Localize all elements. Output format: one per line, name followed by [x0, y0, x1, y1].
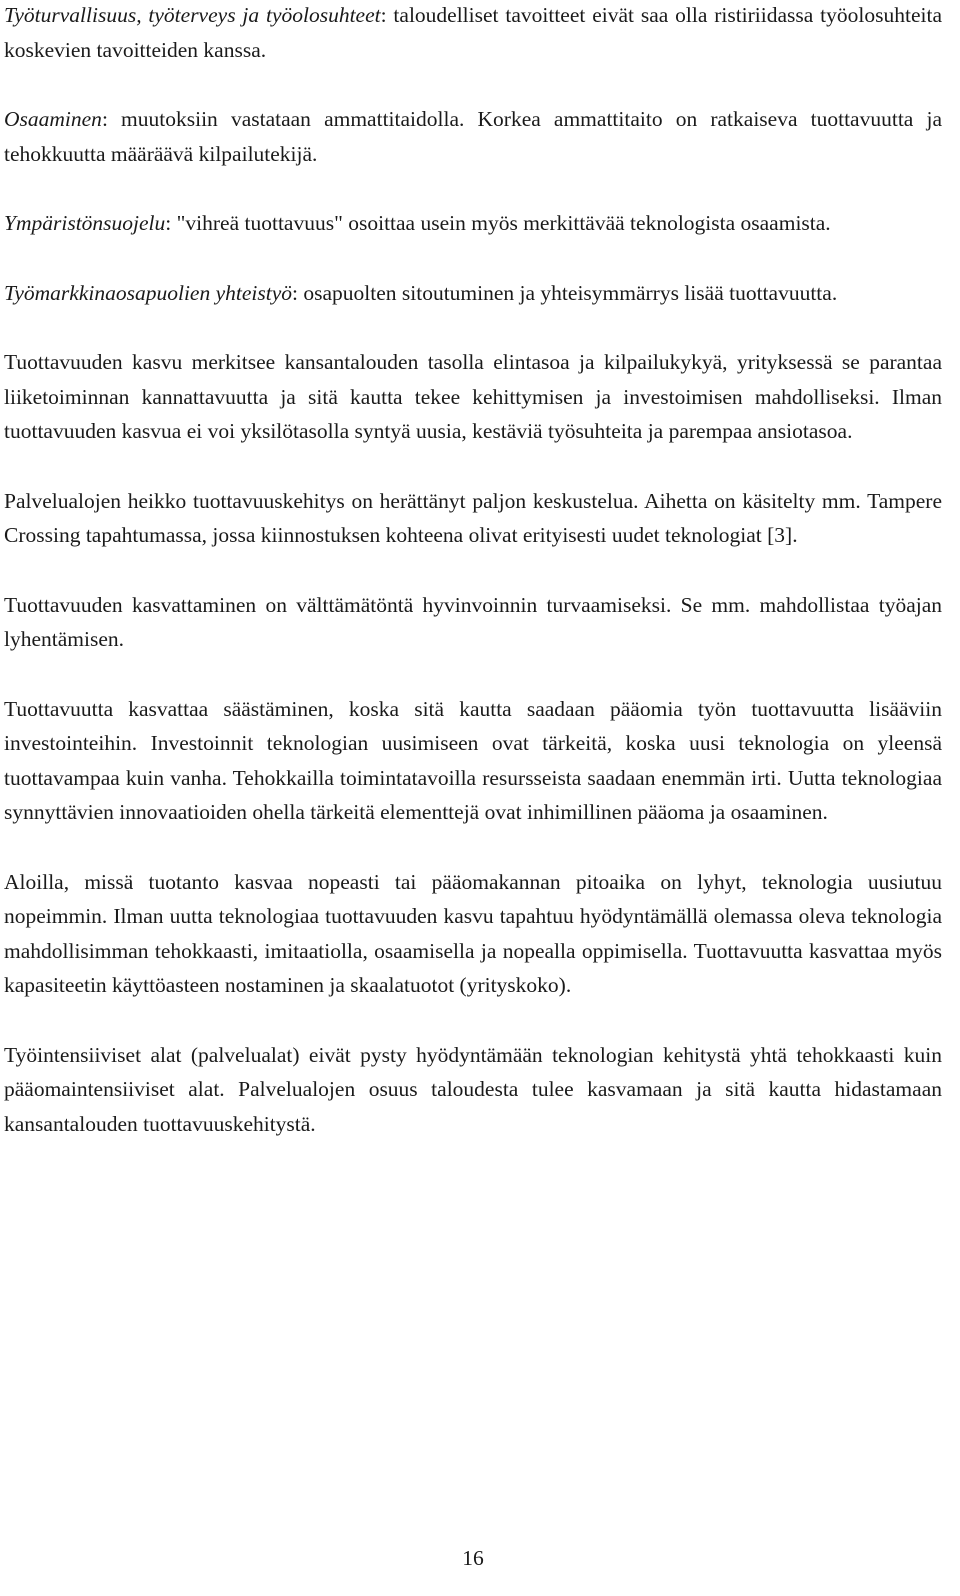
definition-text: : "vihreä tuottavuus" osoittaa usein myös merkittävää teknologista osaamista. — [165, 211, 831, 235]
definition-paragraph — [4, 206, 942, 241]
definition-term: Osaaminen — [4, 107, 102, 131]
paragraph-gap — [4, 830, 942, 865]
page-number: 16 — [462, 1546, 484, 1570]
definition-text: : muutoksiin vastataan ammattitaidolla. Korkea ammattitaito on ratkaiseva tuottavuutta ja tehokkuutta määräävä kilpailutekijä. — [4, 107, 942, 166]
paragraph-gap — [4, 553, 942, 588]
body-paragraph: Tuottavuuden kasvattaminen on välttämätöntä hyvinvoinnin turvaamiseksi. Se mm. mahdollistaa työajan lyhentämisen. — [4, 592, 942, 651]
definition-term: Ympäristönsuojelu — [4, 211, 166, 235]
paragraph-gap — [4, 241, 942, 276]
body-paragraph: Aloilla, missä tuotanto kasvaa nopeasti tai pääomakannan pitoaika on lyhyt, teknologia uusiutuu nopeimmin. Ilman uutta teknologiaa tuottavuuden kasvu tapahtuu hyödyntämällä olemassa oleva teknologia mahdollisimman tehokkaasti, imitaatiolla, osaamisella ja nopealla oppimisella. Tuottavuutta kasvattaa myös kapasiteetin käyttöasteen nostaminen ja skaalatuotot (yrityskoko). — [4, 869, 942, 997]
body-paragraph: Tuottavuuden kasvu merkitsee kansantalouden tasolla elintasoa ja kilpailukykyä, yrityksessä se parantaa liiketoiminnan kannattavuutta ja sitä kautta tekee kehittymisen ja investoimisen mahdolliseksi. Ilman tuottavuuden kasvua ei voi yksilötasolla syntyä uusia, kestäviä työsuhteita ja parempaa ansiotasoa. — [4, 350, 942, 443]
paragraph-gap — [4, 449, 942, 484]
body-paragraph: Palvelualojen heikko tuottavuuskehitys on herättänyt paljon keskustelua. Aihetta on käsitelty mm. Tampere Crossing tapahtumassa, jossa kiinnostuksen kohteena olivat erityisesti uudet teknologiat [3]. — [4, 488, 942, 547]
body-paragraph: Tuottavuutta kasvattaa säästäminen, koska sitä kautta saadaan pääomia työn tuottavuutta lisääviin investointeihin. Investoinnit teknologian uusimiseen ovat tärkeitä, koska uusi teknologia on yleensä tuottavampaa kuin vanha. Tehokkailla toimintatavoilla resursseista saadaan enemmän irti. Uutta teknologiaa synnyttävien innovaatioiden ohella tärkeitä elementtejä ovat inhimillinen pääoma ja osaaminen. — [4, 696, 942, 824]
paragraph-gap — [4, 171, 942, 206]
paragraph-gap — [4, 67, 942, 102]
definition-text: : osapuolten sitoutuminen ja yhteisymmärrys lisää tuottavuutta. — [292, 280, 838, 305]
paragraph-gap — [4, 310, 942, 345]
definition-paragraph — [4, 0, 942, 67]
paragraph-gap — [4, 657, 942, 692]
definition-term: Työmarkkinaosapuolien yhteistyö — [4, 280, 293, 305]
definition-term: Työturvallisuus, työterveys ja työolosuhteet — [4, 3, 381, 27]
document-page — [4, 0, 942, 1141]
body-paragraph: Työintensiiviset alat (palvelualat) eivät pysty hyödyntämään teknologian kehitystä yhtä tehokkaasti kuin pääomaintensiiviset alat. Palvelualojen osuus taloudesta tulee kasvamaan ja sitä kautta hidastamaan kansantalouden tuottavuuskehitystä. — [4, 1042, 942, 1136]
definition-paragraph — [4, 276, 942, 311]
paragraph-gap — [4, 1003, 942, 1038]
definition-paragraph — [4, 102, 942, 171]
definition-text: : taloudelliset tavoitteet eivät saa olla ristiriidassa työolosuhteita koskevien tavoitteiden kanssa. — [4, 3, 942, 62]
